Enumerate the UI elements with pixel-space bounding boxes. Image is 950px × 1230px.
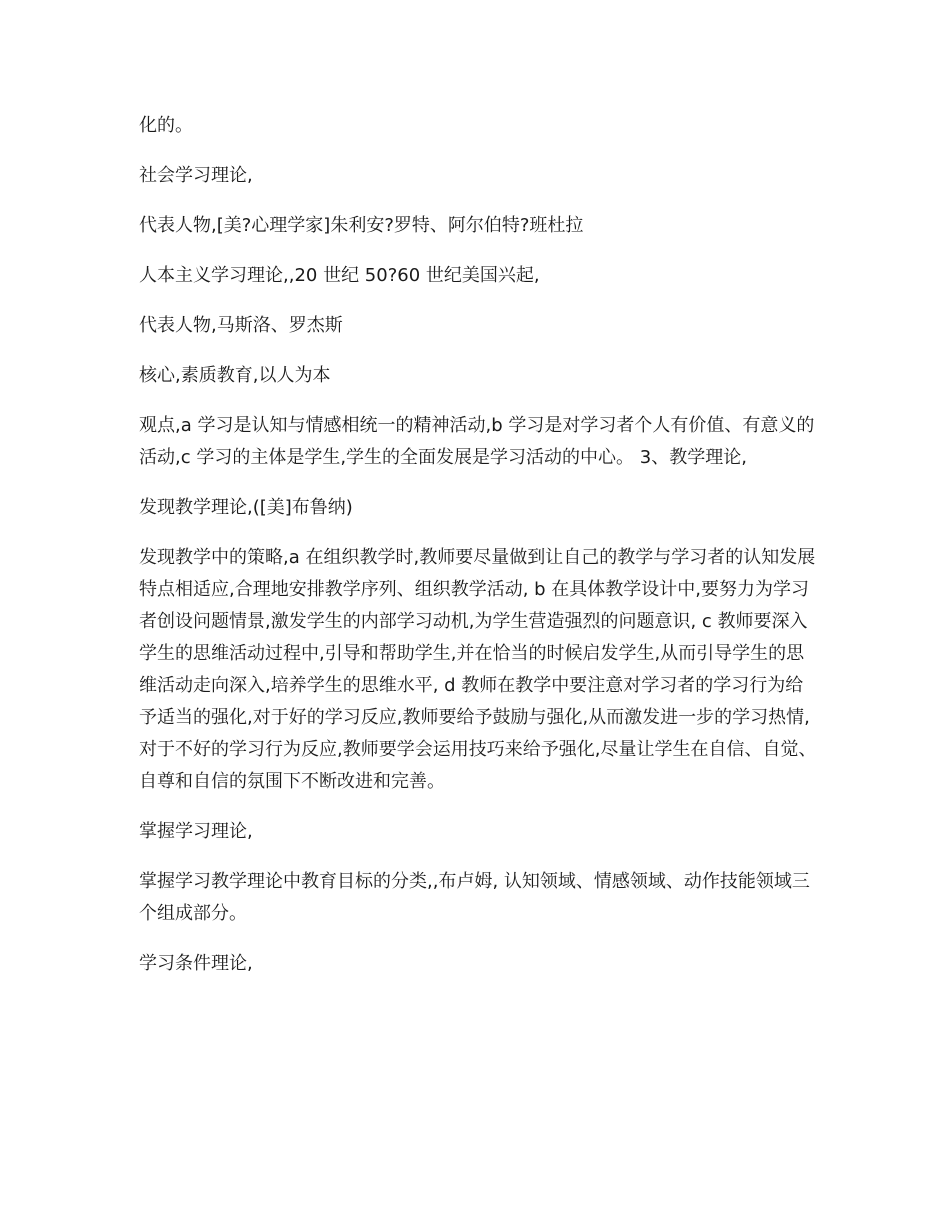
paragraph-discovery-strategies: 发现教学中的策略,a 在组织教学时,教师要尽量做到让自己的教学与学习者的认知发展特点相适应,合理地安排教学序列、组织教学活动, b 在具体教学设计中,要努力为学习者创设问题情景,激发学生的内部学习动机,为学生营造强烈的问题意识, c 教师要深入学生的思维活动过程中,引导和帮助学生,并在恰当的时候启发学生,从而引导学生的思维活动走向深入,培养学生的思维水平, d 教师在教学中要注意对学习者的学习行为给予适当的强化,对于好的学习反应,教师要给予鼓励与强化,从而激发进一步的学习热情,对于不好的学习行为反应,教师要学会运用技巧来给予强化,尽量让学生在自信、自觉、自尊和自信的氛围下不断改进和完善。: [139, 547, 817, 792]
paragraph-conditions-heading: 学习条件理论,: [139, 953, 253, 974]
paragraph-discovery-heading: 发现教学理论,([美]布鲁纳): [139, 497, 353, 518]
paragraph-humanistic-heading: 人本主义学习理论,,20 世纪 50?60 世纪美国兴起,: [139, 265, 540, 286]
paragraph-mastery-heading: 掌握学习理论,: [139, 821, 253, 842]
paragraph-humanistic-figures: 代表人物,马斯洛、罗杰斯: [139, 315, 343, 336]
document-body: [139, 110, 819, 998]
paragraph-continuation: 化的。: [139, 115, 193, 136]
paragraph-mastery-taxonomy: 掌握学习教学理论中教育目标的分类,,布卢姆, 认知领域、情感领域、动作技能领域三个组成部分。: [139, 871, 810, 924]
paragraph-social-learning-figures: 代表人物,[美?心理学家]朱利安?罗特、阿尔伯特?班杜拉: [139, 215, 584, 236]
paragraph-social-learning-heading: 社会学习理论,: [139, 165, 253, 186]
paragraph-humanistic-core: 核心,素质教育,以人为本: [139, 365, 331, 386]
paragraph-humanistic-views: 观点,a 学习是认知与情感相统一的精神活动,b 学习是对学习者个人有价值、有意义的活动,c 学习的主体是学生,学生的全面发展是学习活动的中心。 3、教学理论,: [139, 415, 815, 468]
